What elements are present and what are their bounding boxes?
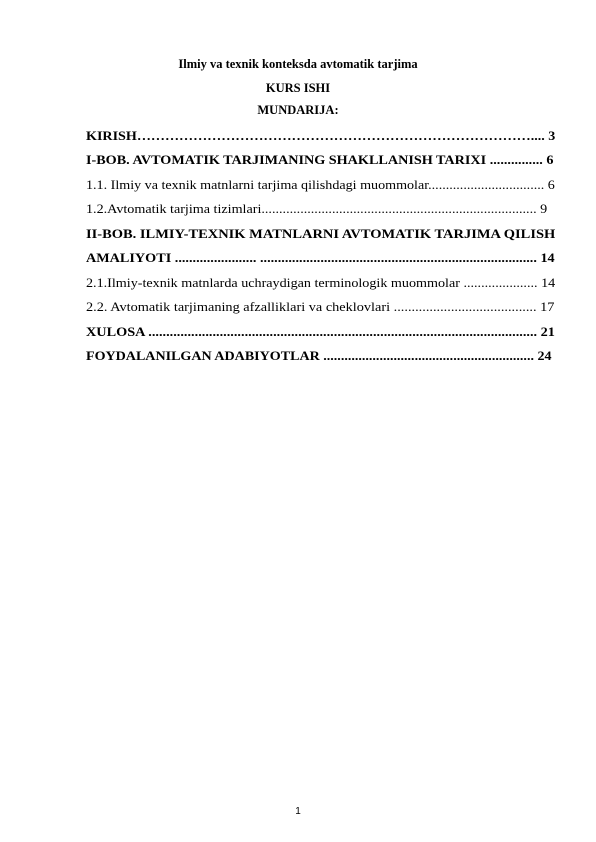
- toc-entry-section-1-1: 1.1. Ilmiy va texnik matnlarni tarjima qilishdagi muommolar................................. 6: [86, 178, 555, 192]
- page-number: 1: [295, 806, 301, 817]
- toc-entry-introduction: KIRISH………………………………………………………………………….... 3: [86, 129, 555, 143]
- toc-entry-section-1-2: 1.2.Avtomatik tarjima tizimlari.............................................................................. 9: [86, 202, 548, 216]
- toc-entry-chapter-2-line-2: AMALIYOTI ....................... .............................................................................. 14: [86, 251, 555, 265]
- document-title: Ilmiy va texnik konteksda avtomatik tarjima: [178, 57, 418, 71]
- toc-entry-chapter-2-line-1: II-BOB. ILMIY-TEXNIK MATNLARNI AVTOMATIK TARJIMA QILISH: [86, 227, 555, 241]
- toc-entry-chapter-1: I-BOB. AVTOMATIK TARJIMANING SHAKLLANISH TARIXI ............... 6: [86, 153, 554, 167]
- toc-entry-section-2-2: 2.2. Avtomatik tarjimaning afzalliklari va cheklovlari ........................................ 17: [86, 300, 555, 314]
- toc-entry-conclusion: XULOSA ............................................................................................................. 21: [86, 325, 555, 339]
- document-subtitle: KURS ISHI: [265, 81, 331, 95]
- toc-entry-section-2-1: 2.1.Ilmiy-texnik matnlarda uchraydigan terminologik muommolar ..................... 14: [86, 276, 555, 290]
- contents-heading: MUNDARIJA:: [257, 103, 339, 117]
- toc-entry-references: FOYDALANILGAN ADABIYOTLAR ............................................................ 24: [86, 349, 552, 363]
